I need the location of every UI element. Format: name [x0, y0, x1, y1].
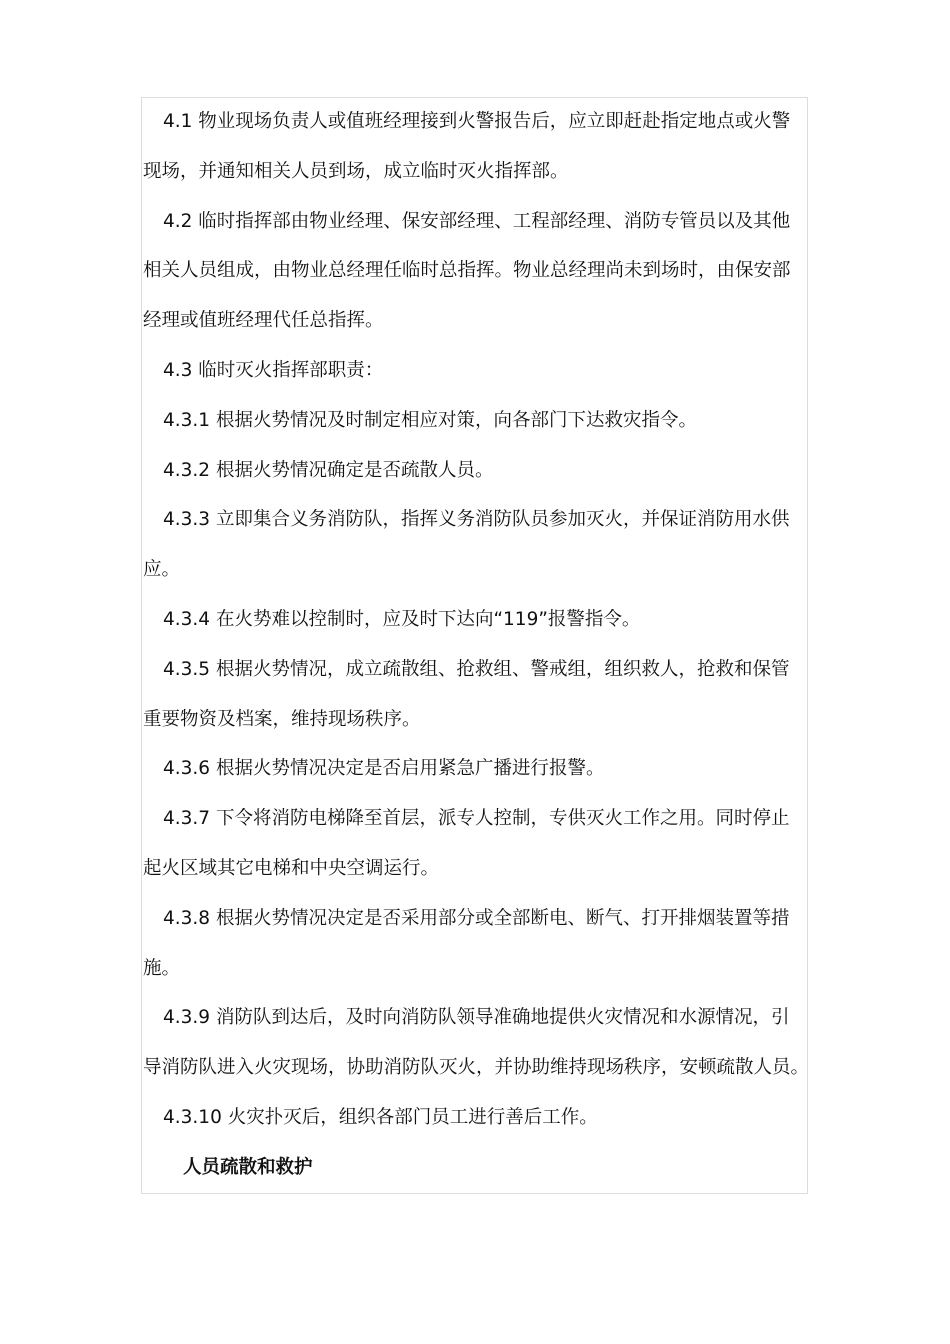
paragraph-4-2-line-3: 经理或值班经理代任总指挥。 — [143, 310, 384, 332]
paragraph-4-2-line-1: 4.2 临时指挥部由物业经理、保安部经理、工程部经理、消防专管员以及其他 — [163, 210, 791, 232]
paragraph-4-2-line-2: 相关人员组成，由物业总经理任临时总指挥。物业总经理尚未到场时，由保安部 — [143, 260, 791, 282]
paragraph-4-3-4: 4.3.4 在火势难以控制时，应及时下达向“119”报警指令。 — [163, 608, 641, 630]
document-body — [143, 97, 815, 1193]
paragraph-4-3-6: 4.3.6 根据火势情况决定是否启用紧急广播进行报警。 — [163, 758, 605, 780]
paragraph-4-3-3-line-1: 4.3.3 立即集合义务消防队，指挥义务消防队员参加灭火，并保证消防用水供 — [163, 509, 790, 531]
paragraph-4-3-2: 4.3.2 根据火势情况确定是否疏散人员。 — [163, 459, 494, 481]
paragraph-4-3-3-line-2: 应。 — [143, 559, 181, 581]
paragraph-4-3-5-line-1: 4.3.5 根据火势情况，成立疏散组、抢救组、警戒组，组织救人，抢救和保管 — [163, 658, 790, 680]
paragraph-4-3-1: 4.3.1 根据火势情况及时制定相应对策，向各部门下达救灾指令。 — [163, 409, 697, 431]
section-heading: 人员疏散和救护 — [183, 1156, 313, 1178]
paragraph-4-3-5-line-2: 重要物资及档案，维持现场秩序。 — [143, 708, 421, 730]
paragraph-4-3-10: 4.3.10 火灾扑灭后，组织各部门员工进行善后工作。 — [163, 1106, 598, 1128]
paragraph-4-3-9-line-1: 4.3.9 消防队到达后，及时向消防队领导准确地提供火灾情况和水源情况，引 — [163, 1007, 790, 1029]
paragraph-4-3-7-line-1: 4.3.7 下令将消防电梯降至首层，派专人控制，专供灭火工作之用。同时停止 — [163, 808, 790, 830]
paragraph-4-1-line-2: 现场，并通知相关人员到场，成立临时灭火指挥部。 — [143, 160, 569, 182]
paragraph-4-3-8-line-1: 4.3.8 根据火势情况决定是否采用部分或全部断电、断气、打开排烟装置等措 — [163, 907, 790, 929]
paragraph-4-1-line-1: 4.1 物业现场负责人或值班经理接到火警报告后，应立即赶赴指定地点或火警 — [163, 111, 791, 132]
paragraph-4-3-7-line-2: 起火区域其它电梯和中央空调运行。 — [143, 857, 440, 879]
paragraph-4-3-9-line-2: 导消防队进入火灾现场，协助消防队灭火，并协助维持现场秩序，安顿疏散人员。 — [143, 1057, 810, 1079]
paragraph-4-3: 4.3 临时灭火指挥部职责： — [163, 359, 384, 381]
paragraph-4-3-8-line-2: 施。 — [143, 957, 181, 979]
